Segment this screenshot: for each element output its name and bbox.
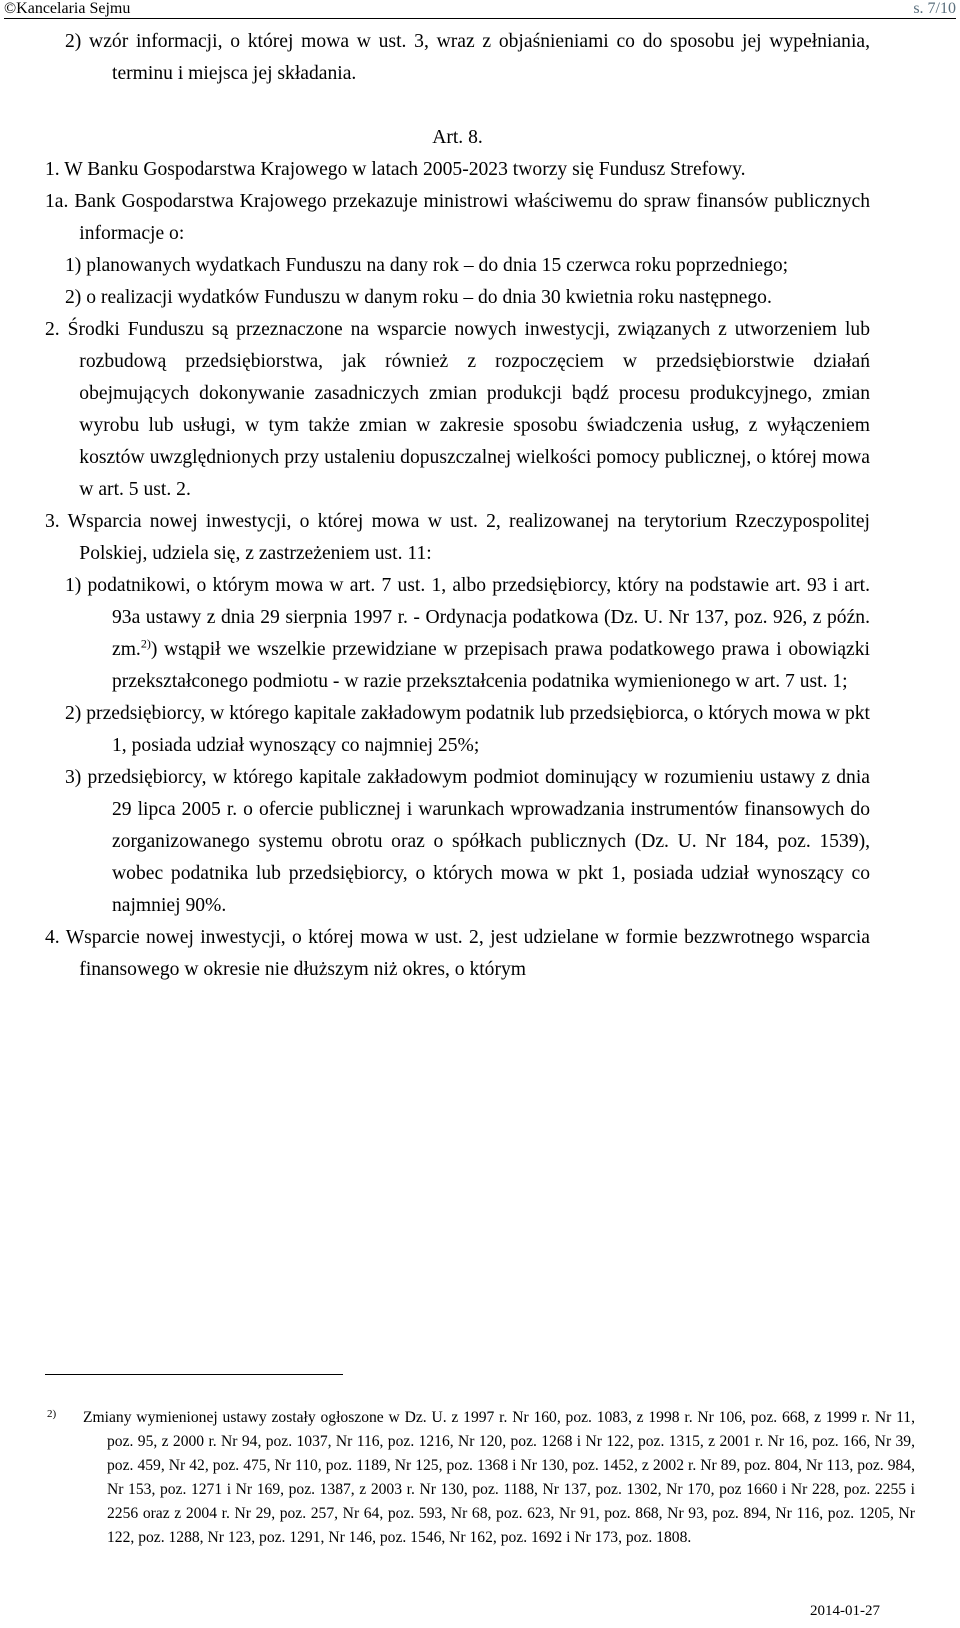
paragraph-1: 1. W Banku Gospodarstwa Krajowego w latach 2005-2023 tworzy się Fundusz Strefowy. — [45, 159, 746, 180]
paragraph-3-item-3: 3) przedsiębiorcy, w którego kapitale zakładowym podmiot dominujący w rozumieniu ustawy z dnia 29 lipca 2005 r. o ofercie publicznej i warunkach wprowadzania instrumentów finansowych do zorganizowanego systemu obrotu oraz o spółkach publicznych (Dz. U. Nr 184, poz. 1539), wobec podatnika lub przedsiębiorcy, o których mowa w pkt 1, posiada udział wynoszący co najmniej 90%. — [65, 767, 870, 916]
footnote-mark: 2) — [47, 1408, 57, 1420]
footnote-separator — [45, 1374, 343, 1375]
footnote-reference: 2) — [140, 636, 151, 651]
page-header — [4, 0, 956, 19]
paragraph-1a-item-2: 2) o realizacji wydatków Funduszu w danym roku – do dnia 30 kwietnia roku następnego. — [65, 287, 772, 308]
item-1-text-a: 1) podatnikowi, o którym mowa w art. 7 ust. 1, albo przedsiębiorcy, który na podstawie art. 93 i art. 93a ustawy z dnia 29 sierpnia 1997 r. - Ordynacja podatkowa (Dz. U. Nr 137, poz. 926, z późn. zm. — [65, 575, 870, 660]
previous-item: 2) wzór informacji, o której mowa w ust. 3, wraz z objaśnieniami co do sposobu jej wypełniania, terminu i miejsca jej składania. — [65, 31, 870, 84]
item-1-text-b: ) wstąpił we wszelkie przewidziane w przepisach prawa podatkowego prawa i obowiązki przekształconego podmiotu - w razie przekształcenia podatnika wymienionego w art. 7 ust. 1; — [112, 639, 870, 692]
paragraph-4: 4. Wsparcie nowej inwestycji, o której mowa w ust. 2, jest udzielane w formie bezzwrotnego wsparcia finansowego w okresie nie dłuższym niż okres, o którym — [45, 927, 870, 980]
paragraph-3-item-1 — [65, 570, 870, 698]
footnote — [45, 1406, 915, 1550]
document-body — [45, 26, 915, 1546]
publisher-label: ©Kancelaria Sejmu — [4, 0, 131, 17]
paragraph-3: 3. Wsparcia nowej inwestycji, o której mowa w ust. 2, realizowanej na terytorium Rzeczypospolitej Polskiej, udziela się, z zastrzeżeniem ust. 11: — [45, 511, 870, 564]
article-heading: Art. 8. — [432, 127, 483, 148]
page-number: s. 7/10 — [913, 0, 956, 17]
paragraph-1a: 1a. Bank Gospodarstwa Krajowego przekazuje ministrowi właściwemu do spraw finansów publicznych informacje o: — [45, 191, 870, 244]
paragraph-1a-item-1: 1) planowanych wydatkach Funduszu na dany rok – do dnia 15 czerwca roku poprzedniego; — [65, 255, 789, 276]
page-footer-date: 2014-01-27 — [810, 1603, 880, 1619]
paragraph-2: 2. Środki Funduszu są przeznaczone na wsparcie nowych inwestycji, związanych z utworzeniem lub rozbudową przedsiębiorstwa, jak również z rozpoczęciem w przedsiębiorstwie działań obejmujących dokonywanie zasadniczych zmian produkcji bądź procesu produkcyjnego, zmian wyrobu lub usługi, w tym także zmian w zakresie sposobu świadczenia usług, z wyłączeniem kosztów uwzględnionych przy ustaleniu dopuszczalnej wielkości pomocy publicznej, o której mowa w art. 5 ust. 2. — [45, 319, 870, 500]
paragraph-3-item-2: 2) przedsiębiorcy, w którego kapitale zakładowym podatnik lub przedsiębiorca, o których mowa w pkt 1, posiada udział wynoszący co najmniej 25%; — [65, 703, 870, 756]
footnote-text: Zmiany wymienionej ustawy zostały ogłoszone w Dz. U. z 1997 r. Nr 160, poz. 1083, z 1998 r. Nr 106, poz. 668, z 1999 r. Nr 11, poz. 95, z 2000 r. Nr 94, poz. 1037, Nr 116, poz. 1216, Nr 120, poz. 1268 i Nr 122, poz. 1315, z 2001 r. Nr 16, poz. 166, Nr 39, poz. 459, Nr 42, poz. 475, Nr 110, poz. 1189, Nr 125, poz. 1368 i Nr 130, poz. 1452, z 2002 r. Nr 89, poz. 804, Nr 113, poz. 984, Nr 153, poz. 1271 i Nr 169, poz. 1387, z 2003 r. Nr 130, poz. 1188, Nr 137, poz. 1302, Nr 170, poz 1660 i Nr 228, poz. 2255 i 2256 oraz z 2004 r. Nr 29, poz. 257, Nr 64, poz. 593, Nr 68, poz. 623, Nr 91, poz. 868, Nr 93, poz. 894, Nr 116, poz. 1205, Nr 122, poz. 1288, Nr 123, poz. 1291, Nr 146, poz. 1546, Nr 162, poz. 1692 i Nr 173, poz. 1808. — [83, 1409, 915, 1546]
